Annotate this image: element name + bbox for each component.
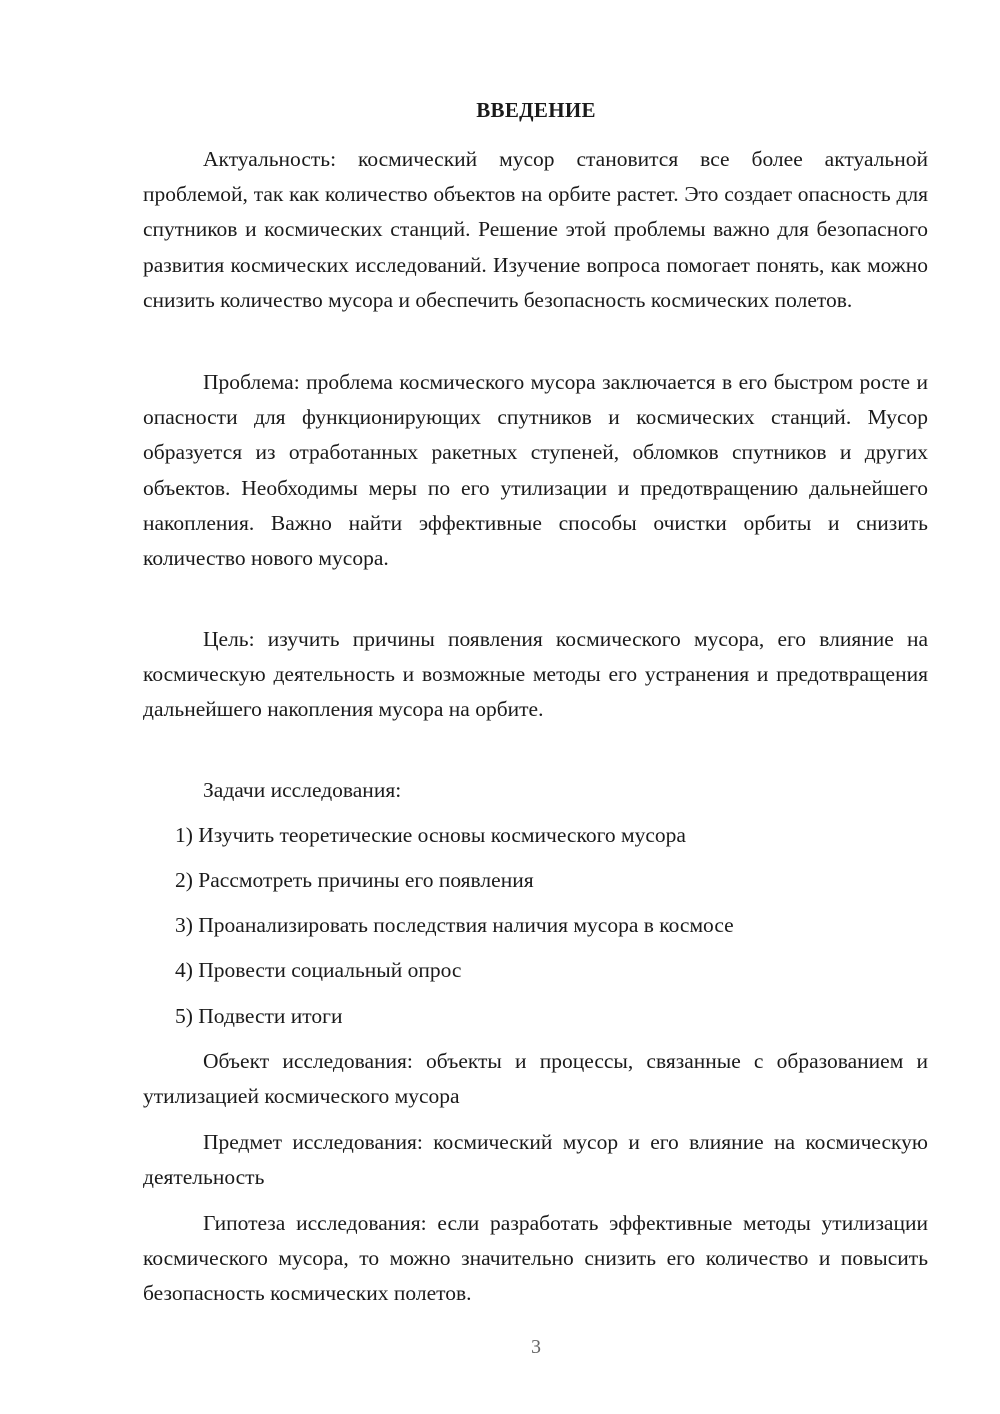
- tasks-title: Задачи исследования:: [203, 778, 402, 802]
- page-number: 3: [531, 1336, 541, 1358]
- paragraph-object: Объект исследования: объекты и процессы, связанные с образованием и утилизацией космического мусора: [143, 1049, 928, 1109]
- paragraph-goal: Цель: изучить причины появления космического мусора, его влияние на космическую деятельность и возможные методы его устранения и предотвращения дальнейшего накопления мусора на орбите.: [143, 627, 928, 722]
- list-item: 5) Подвести итоги: [175, 1004, 343, 1028]
- paragraph-problem: Проблема: проблема космического мусора заключается в его быстром росте и опасности для функционирующих спутников и космических станций. Мусор образуется из отработанных ракетных ступеней, обломков спутников и других объектов. Необходимы меры по его утилизации и предотвращению дальнейшего накопления. Важно найти эффективные способы очистки орбиты и снизить количество нового мусора.: [143, 370, 928, 571]
- list-item: 2) Рассмотреть причины его появления: [175, 868, 534, 892]
- paragraph-relevance: Актуальность: космический мусор становится все более актуальной проблемой, так как количество объектов на орбите растет. Это создает опасность для спутников и космических станций. Решение этой проблемы важно для безопасного развития космических исследований. Изучение вопроса помогает понять, как можно снизить количество мусора и обеспечить безопасность космических полетов.: [143, 147, 928, 312]
- paragraph-hypothesis: Гипотеза исследования: если разработать эффективные методы утилизации космического мусора, то можно значительно снизить его количество и повысить безопасность космических полетов.: [143, 1211, 928, 1306]
- paragraph-subject: Предмет исследования: космический мусор и его влияние на космическую деятельность: [143, 1130, 928, 1190]
- list-item: 4) Провести социальный опрос: [175, 958, 462, 982]
- page-title: ВВЕДЕНИЕ: [476, 98, 596, 122]
- list-item: 3) Проанализировать последствия наличия мусора в космосе: [175, 913, 734, 937]
- list-item: 1) Изучить теоретические основы космического мусора: [175, 823, 686, 847]
